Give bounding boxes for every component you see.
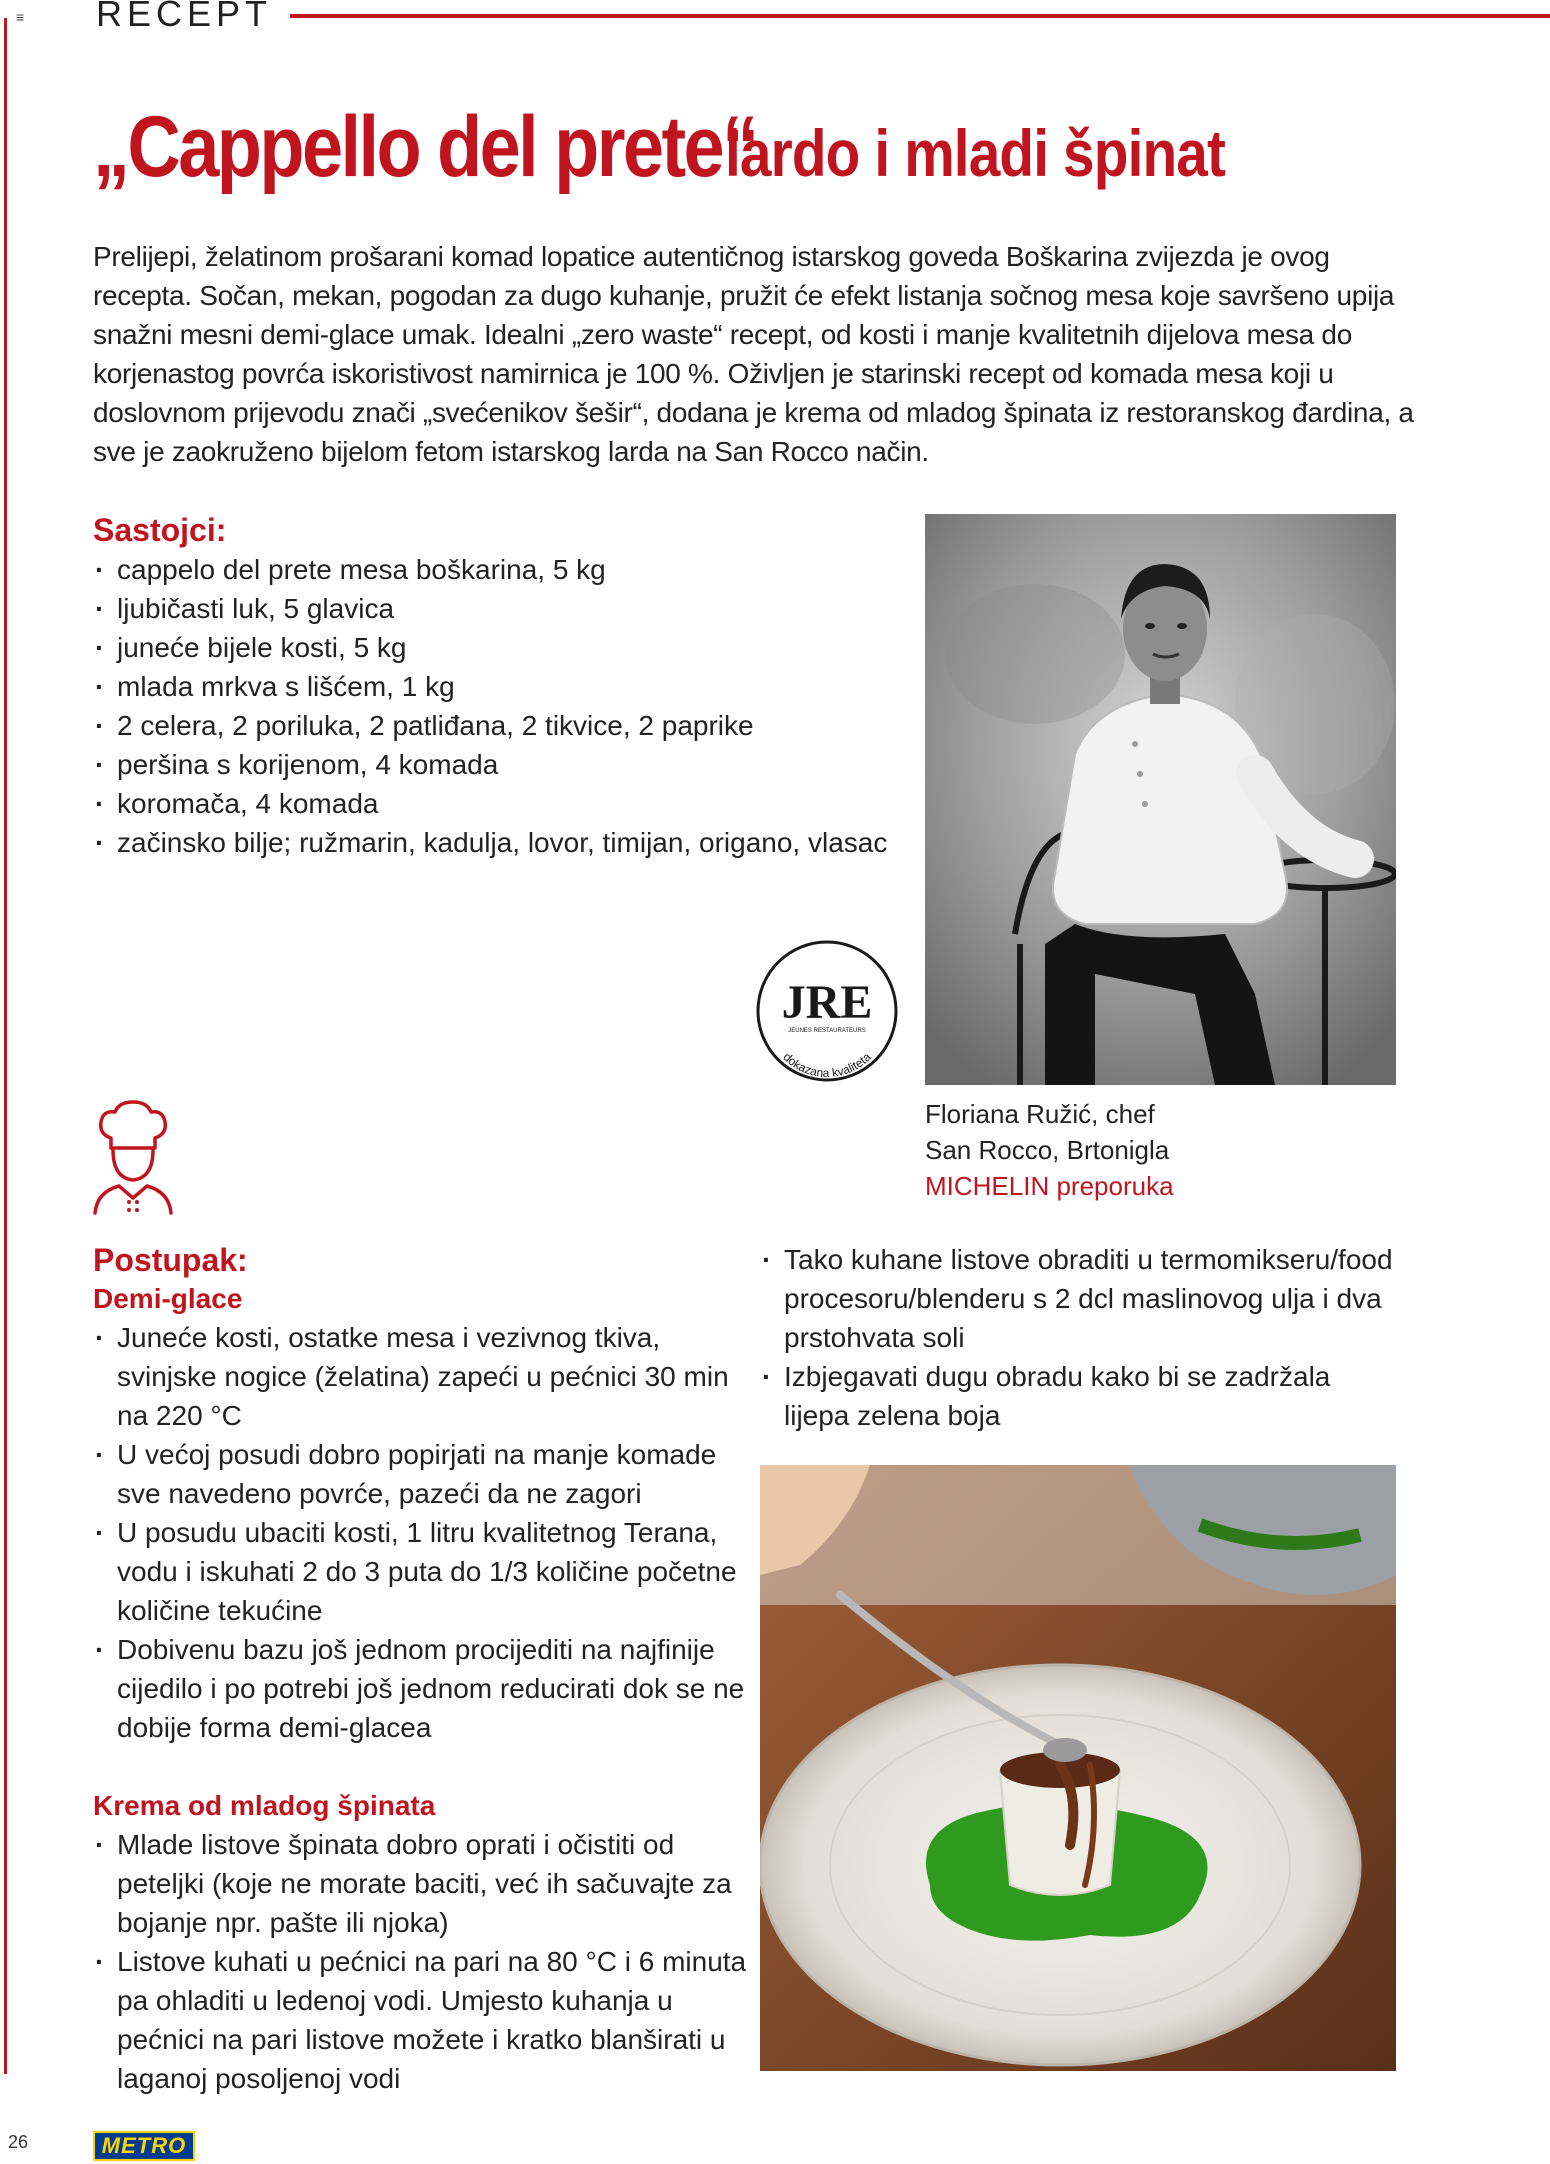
metro-logo-text: METRO — [101, 2133, 187, 2158]
jre-logo-subtext: JEUNES RESTAURATEURS — [788, 1028, 866, 1034]
top-red-rule — [255, 14, 1550, 18]
list-item: · Izbjegavati dugu obradu kako bi se zadržala lijepa zelena boja — [760, 1357, 1400, 1435]
page-number: 26 — [8, 2132, 29, 2152]
jre-badge — [752, 936, 902, 1086]
list-item: · 2 celera, 2 poriluka, 2 patliđana, 2 tikvice, 2 paprike — [93, 706, 913, 745]
spinach-steps — [93, 1825, 753, 2098]
title-main: „Cappello del prete“ — [93, 99, 757, 195]
list-item: · ljubičasti luk, 5 glavica — [93, 589, 913, 628]
list-item: · Tako kuhane listove obraditi u termomikseru/food procesoru/blenderu s 2 dcl maslinovog ulja i dva prstohvata soli — [760, 1240, 1400, 1357]
list-item: · juneće bijele kosti, 5 kg — [93, 628, 913, 667]
demi-glace-heading: Demi-glace — [93, 1283, 243, 1314]
intro-paragraph: Prelijepi, želatinom prošarani komad lopatice autentičnog istarskog goveda Boškarina zvijezda je ovog recepta. Sočan, mekan, pogodan za dugo kuhanje, pružit će efekt listanja sočnog mesa koje savršeno upija snažni mesni demi-glace umak. Idealni „zero waste“ recept, od kosti i manje kvalitetnih dijelova mesa do korjenastog povrća iskoristivost namirnica je 100 %. Oživljen je starinski recept od komada mesa koji u doslovnom prijevodu znači „svećenikov šešir“, dodana je krema od mladog špinata iz restoranskog đardina, a sve je zaokruženo bijelom fetom istarskog larda na San Rocco način. — [93, 241, 1414, 467]
list-item: · Dobivenu bazu još jednom procijediti na najfinije cijedilo i po potrebi još jednom reducirati dok se ne dobije forma demi-glacea — [93, 1630, 753, 1747]
list-item: · U većoj posudi dobro popirjati na manje komade sve navedeno povrće, pazeći da ne zagori — [93, 1435, 753, 1513]
list-item: · Mlade listove špinata dobro oprati i očistiti od peteljki (koje ne morate baciti, već ih sačuvajte za bojanje npr. pašte ili njoka) — [93, 1825, 753, 1942]
title-sub: lardo i mladi špinat — [724, 116, 1225, 190]
ingredients-list — [93, 550, 913, 862]
michelin-recommendation: MICHELIN preporuka — [925, 1171, 1174, 1201]
spinach-steps-right — [760, 1240, 1400, 1435]
list-item: · koromača, 4 komada — [93, 784, 913, 823]
jre-logo-text: JRE — [781, 976, 873, 1029]
menu-icon[interactable]: ≡ — [16, 9, 25, 25]
metro-logo — [93, 2131, 195, 2161]
list-item: · Juneće kosti, ostatke mesa i vezivnog tkiva, svinjske nogice (želatina) zapeći u pećnici 30 min na 220 °C — [93, 1318, 753, 1435]
spinach-steps-continued — [760, 1240, 1400, 1435]
chef-name: Floriana Ružić, chef — [925, 1099, 1155, 1129]
list-item: · Listove kuhati u pećnici na pari na 80 °C i 6 minuta pa ohladiti u ledenoj vodi. Umjesto kuhanja u pećnici na pari listove možete i kratko blanširati u laganoj posoljenoj vodi — [93, 1942, 753, 2098]
badge-arc-text: dokazana kvaliteta — [780, 1049, 874, 1081]
spinach-cream-heading: Krema od mladog špinata — [93, 1790, 436, 1821]
ingredients-heading: Sastojci: — [93, 512, 227, 548]
recipe-title — [93, 100, 1513, 195]
chef-restaurant: San Rocco, Brtonigla — [925, 1135, 1170, 1165]
method-section — [93, 1240, 753, 2098]
list-item: · U posudu ubaciti kosti, 1 litru kvalitetnog Terana, vodu i iskuhati 2 do 3 puta do 1/3 količine početne količine tekućine — [93, 1513, 753, 1630]
list-item: · mlada mrkva s lišćem, 1 kg — [93, 667, 913, 706]
list-item: · cappelo del prete mesa boškarina, 5 kg — [93, 550, 913, 589]
demi-glace-steps — [93, 1318, 753, 1747]
list-item: · peršina s korijenom, 4 komada — [93, 745, 913, 784]
chef-photo — [925, 514, 1396, 1085]
method-heading: Postupak: — [93, 1242, 248, 1278]
ingredients-section — [93, 510, 913, 862]
dish-photo — [760, 1465, 1396, 2071]
section-label: RECEPT — [96, 0, 290, 34]
chef-hat-icon — [93, 1100, 173, 1215]
list-item: · začinsko bilje; ružmarin, kadulja, lovor, timijan, origano, vlasac — [93, 823, 913, 862]
left-red-rule — [4, 18, 7, 2074]
chef-caption — [925, 1096, 1174, 1204]
